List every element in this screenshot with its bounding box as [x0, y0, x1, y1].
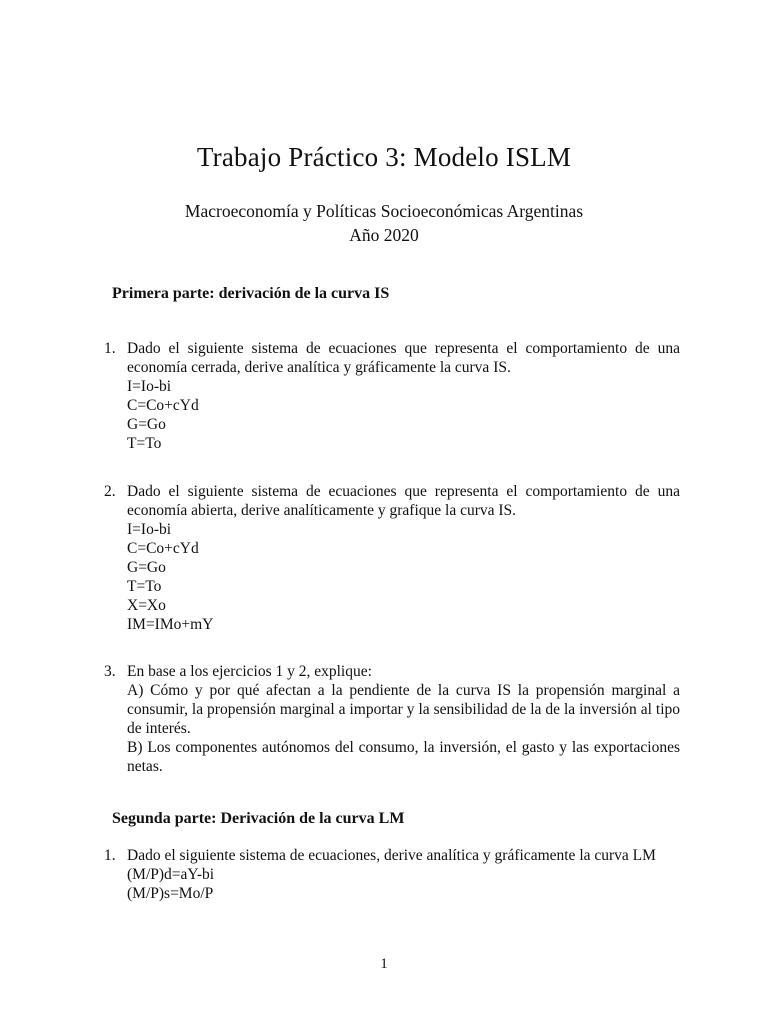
- exercise-item: [104, 846, 680, 903]
- item-paragraph-b: B) Los componentes autónomos del consumo, la inversión, el gasto y las exportaciones netas.: [127, 739, 680, 775]
- equation: G=Go: [127, 416, 166, 433]
- document-title: Trabajo Práctico 3: Modelo ISLM: [196, 142, 572, 172]
- section-heading-part2: Segunda parte: Derivación de la curva LM: [112, 810, 405, 827]
- item-number: 3.: [104, 663, 116, 680]
- equation: X=Xo: [127, 597, 166, 614]
- item-paragraph-a: A) Cómo y por qué afectan a la pendiente de la curva IS la propensión marginal a consumir, la propensión marginal a importar y la sensibilidad de la de la inversión al tipo de interés.: [127, 682, 680, 737]
- item-text: En base a los ejercicios 1 y 2, explique:: [127, 663, 372, 680]
- equation: T=To: [127, 578, 162, 595]
- exercise-item: [104, 482, 680, 634]
- equation: T=To: [127, 435, 162, 452]
- item-number: 2.: [104, 483, 116, 500]
- equation: C=Co+cYd: [127, 397, 199, 414]
- exercise-item: [104, 662, 680, 776]
- page-number: 1: [380, 956, 388, 972]
- equation: C=Co+cYd: [127, 540, 199, 557]
- course-year: Año 2020: [349, 225, 419, 245]
- equation: (M/P)d=aY-bi: [127, 866, 215, 883]
- equation: I=Io-bi: [127, 378, 172, 395]
- course-name: Macroeconomía y Políticas Socioeconómicas Argentinas: [184, 201, 584, 221]
- item-text: Dado el siguiente sistema de ecuaciones, derive analítica y gráficamente la curva LM: [127, 847, 656, 864]
- item-number: 1.: [104, 847, 116, 864]
- item-text: Dado el siguiente sistema de ecuaciones que representa el comportamiento de una economía abierta, derive analíticamente y grafique la curva IS.: [127, 483, 680, 519]
- exercise-item: [104, 339, 680, 453]
- equation: IM=IMo+mY: [127, 616, 214, 633]
- equation: I=Io-bi: [127, 521, 172, 538]
- equation: G=Go: [127, 559, 166, 576]
- equation: (M/P)s=Mo/P: [127, 885, 214, 902]
- section-heading-part1: Primera parte: derivación de la curva IS: [112, 285, 390, 302]
- item-text: Dado el siguiente sistema de ecuaciones que representa el comportamiento de una economía cerrada, derive analítica y gráficamente la curva IS.: [127, 340, 680, 376]
- item-number: 1.: [104, 340, 116, 357]
